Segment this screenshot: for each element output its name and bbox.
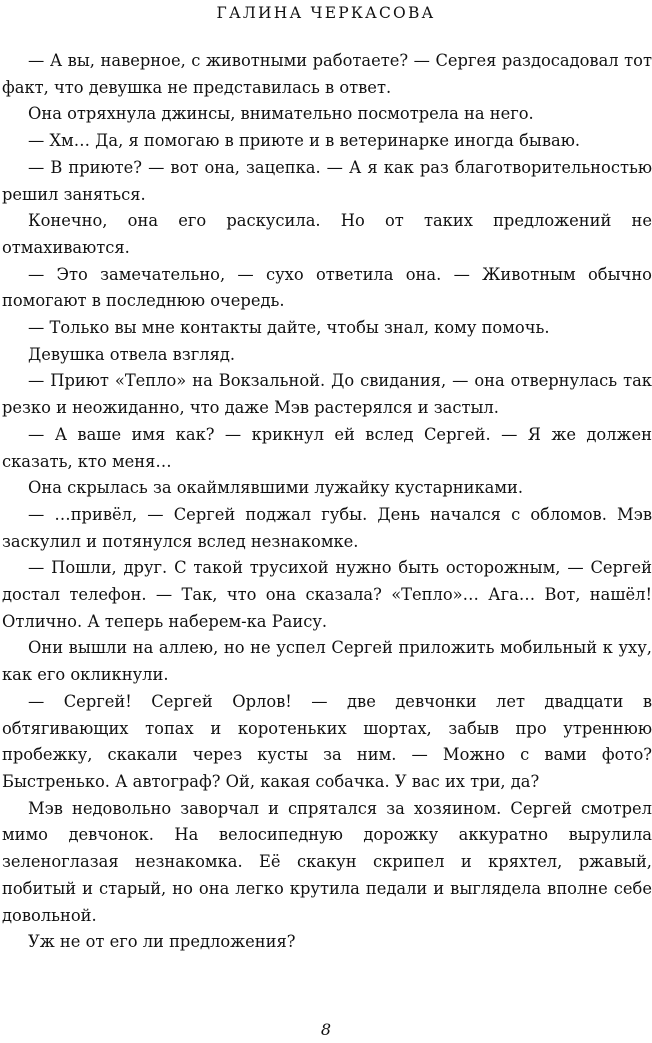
paragraph: Мэв недовольно заворчал и спрятался за хозяином. Сергей смотрел мимо девчонок. На велосипедную дорожку аккуратно вырулила зеленоглазая незнакомка. Её скакун скрипел и кряхтел, ржавый, побитый и старый, но она легко крутила педали и выглядела вполне себе довольной.: [2, 798, 652, 925]
paragraph: — Только вы мне контакты дайте, чтобы знал, кому помочь.: [28, 318, 550, 338]
paragraph: Конечно, она его раскусила. Но от таких предложений не отмахиваются.: [2, 211, 652, 257]
paragraph: Уж не от его ли предложения?: [28, 932, 296, 952]
paragraph: — Сергей! Сергей Орлов! — две девчонки лет двадцати в обтягивающих топах и коротеньких шортах, забыв про утреннюю пробежку, скакали через кусты за ним. — Можно с вами фото? Быстренько. А автограф? Ой, какая собачка. У вас их три, да?: [2, 691, 652, 791]
paragraph: — Хм… Да, я помогаю в приюте и в ветеринарке иногда бываю.: [28, 131, 581, 151]
running-head: ГАЛИНА ЧЕРКАСОВА: [216, 4, 436, 22]
paragraph: Они вышли на аллею, но не успел Сергей приложить мобильный к уху, как его окликнули.: [2, 638, 652, 685]
paragraph: Она скрылась за окаймлявшими лужайку кустарниками.: [28, 478, 524, 498]
paragraph: — А вы, наверное, с животными работаете? — Сергея раздосадовал тот факт, что девушка не представилась в ответ.: [2, 51, 652, 97]
paragraph: — Пошли, друг. С такой трусихой нужно быть осторожным, — Сергей достал телефон. — Так, что она сказала? «Тепло»… Ага… Вот, нашёл! Отлично. А теперь наберем-ка Раису.: [2, 558, 652, 631]
page-number: 8: [320, 1020, 332, 1039]
paragraph: Она отряхнула джинсы, внимательно посмотрела на него.: [28, 104, 534, 124]
paragraph: Девушка отвела взгляд.: [28, 344, 236, 364]
paragraph: — …привёл, — Сергей поджал губы. День начался с обломов. Мэв заскулил и потянулся вслед незнакомке.: [2, 504, 652, 551]
body-text: [2, 48, 652, 956]
paragraph: — Это замечательно, — сухо ответила она. — Животным обычно помогают в последнюю очередь.: [2, 264, 652, 311]
paragraph: — В приюте? — вот она, зацепка. — А я как раз благотворительностью решил заняться.: [2, 157, 652, 204]
paragraph: — А ваше имя как? — крикнул ей вслед Сергей. — Я же должен сказать, кто меня…: [2, 424, 652, 471]
paragraph: — Приют «Тепло» на Вокзальной. До свидания, — она отвернулась так резко и неожиданно, что даже Мэв растерялся и застыл.: [2, 371, 652, 418]
